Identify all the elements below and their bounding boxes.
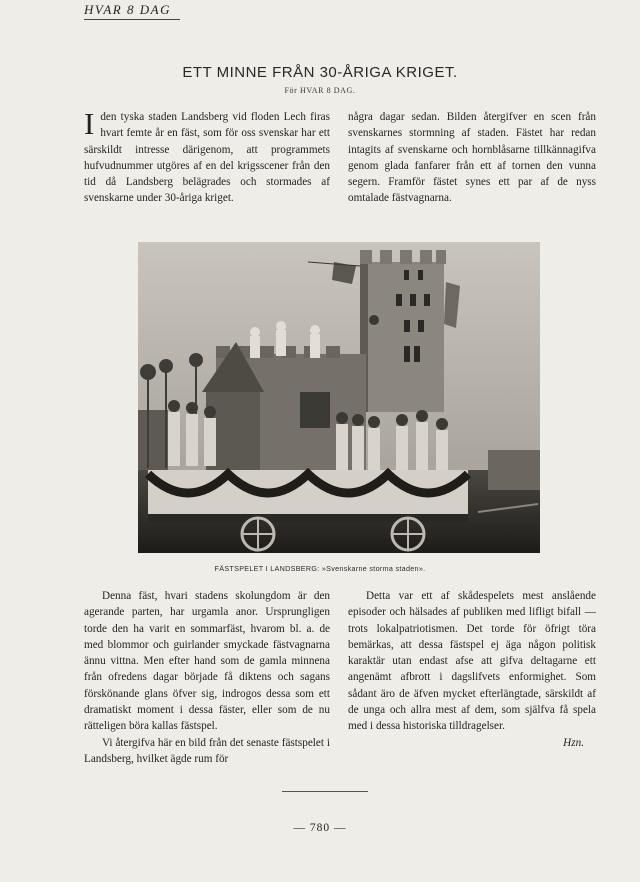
body-left-paragraph-1: Denna fäst, hvari stadens skolungdom är den agerande parten, har urgamla anor. Ursprungligen torde den ha varit en sommarfäst, hvarom bl. a. de med blommor och guirlander smyckade fästvagnarna ännu vittna. Men efter hand som de gamla minnena från ofredens dagar började få diktens och sagans förskönande glans öfver sig, indrogos dessa som ett dramatiskt moment i dessa fäster, eller som de nu rätteligen böra kallas fästspel.	[84, 590, 330, 733]
drop-cap: I	[84, 106, 95, 141]
running-head: HVAR 8 DAG	[84, 2, 180, 20]
intro-left-text: den tyska staden Landsberg vid floden Lech firas hvart femte år en fäst, som för oss svenskar har ett särskildt intresse därigenom, att programmets hufvudnummer utgöres af en del krigsscener från den tid då Landsberg belägrades och stormades af svenskarne under 30-åriga kriget.	[84, 111, 330, 205]
article-title: ETT MINNE FRÅN 30-ÅRIGA KRIGET.	[182, 64, 458, 81]
article-byline: För HVAR 8 DAG.	[284, 86, 356, 95]
intro-left-column	[84, 106, 330, 207]
festival-photo	[138, 242, 540, 553]
author-signature: Hzn.	[563, 736, 584, 749]
background-crowd	[488, 450, 540, 490]
body-right-column	[348, 588, 596, 751]
photo-caption: FÄSTSPELET I LANDSBERG: »Svenskarne storma staden».	[214, 564, 426, 573]
intro-right-column	[348, 109, 596, 207]
castle-tower	[360, 250, 446, 412]
closing-rule	[282, 791, 368, 792]
body-left-column	[84, 588, 330, 767]
page-number: — 780 —	[293, 822, 347, 834]
intro-right-text: några dagar sedan. Bilden återgifver en scen från svenskarnes stormning af staden. Fästet har redan intagits af svenskarne och hornblåsarne tillkännagifva genom glada fanfarer från ett af tornen den vunna segern. Framför fästet synes ett par af de nyss omtalade fästvagnarna.	[348, 111, 596, 205]
body-right-paragraph: Detta var ett af skådespelets mest anslående episoder och hälsades af publiken med lifligt bifall — trots lokalpatriotismen. Det torde för öfrigt töra bemärkas, att dessa fästspel ej äga någon politisk karaktär utan endast afse att gifva deltagarne ett angenämt afbrott i dagslifvets enformighet. Som sådant äro de äfven mycket efterlängtade, särskildt af de unga och allra mest af dem, som själfva få spela med i dessa historiska tilldragelser.	[348, 590, 596, 733]
body-left-paragraph-2: Vi återgifva här en bild från det senaste fästspelet i Landsberg, hvilket ägde rum för	[84, 736, 330, 765]
